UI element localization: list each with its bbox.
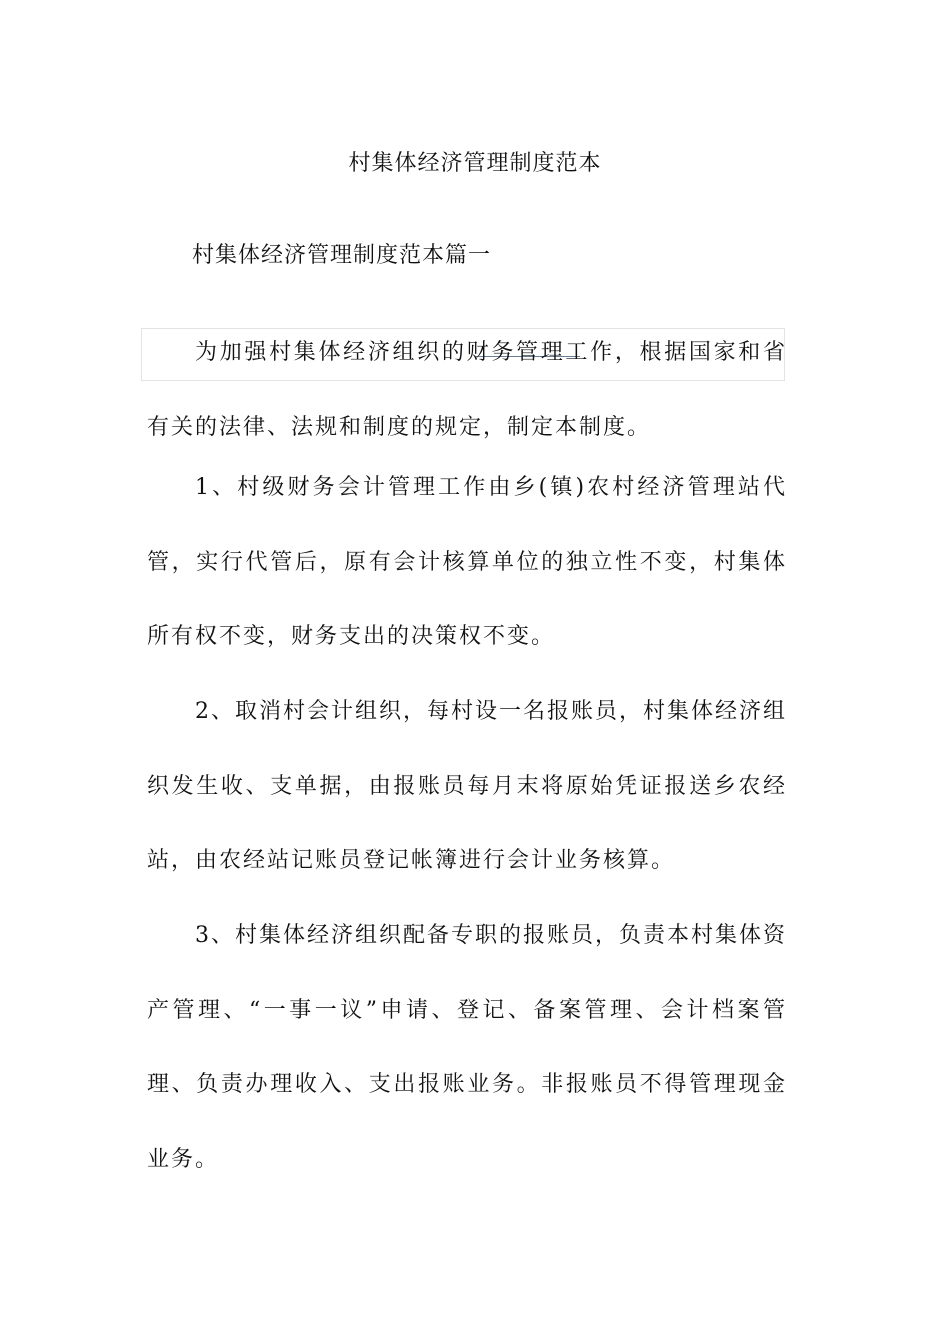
paragraph-item-2: 2、取消村会计组织，每村设一名报账员，村集体经济组织发生收、支单据，由报账员每月末将原始凭证报送乡农经站，由农经站记账员登记帐簿进行会计业务核算。	[147, 699, 787, 873]
document-title: 村集体经济管理制度范本	[348, 151, 602, 176]
paragraph-item-3: 3、村集体经济组织配备专职的报账员，负责本村集体资产管理、“一事一议”申请、登记、备案管理、会计档案管理、负责办理收入、支出报账业务。非报账员不得管理现金业务。	[147, 923, 787, 1172]
section-heading: 村集体经济管理制度范本篇一	[192, 243, 492, 268]
paragraph-intro: 为加强村集体经济组织的财务管理工作，根据国家和省有关的法律、法规和制度的规定，制定本制度。	[147, 340, 787, 440]
paragraph-item-1: 1、村级财务会计管理工作由乡(镇)农村经济管理站代管，实行代管后，原有会计核算单位的独立性不变，村集体所有权不变，财务支出的决策权不变。	[147, 475, 787, 649]
